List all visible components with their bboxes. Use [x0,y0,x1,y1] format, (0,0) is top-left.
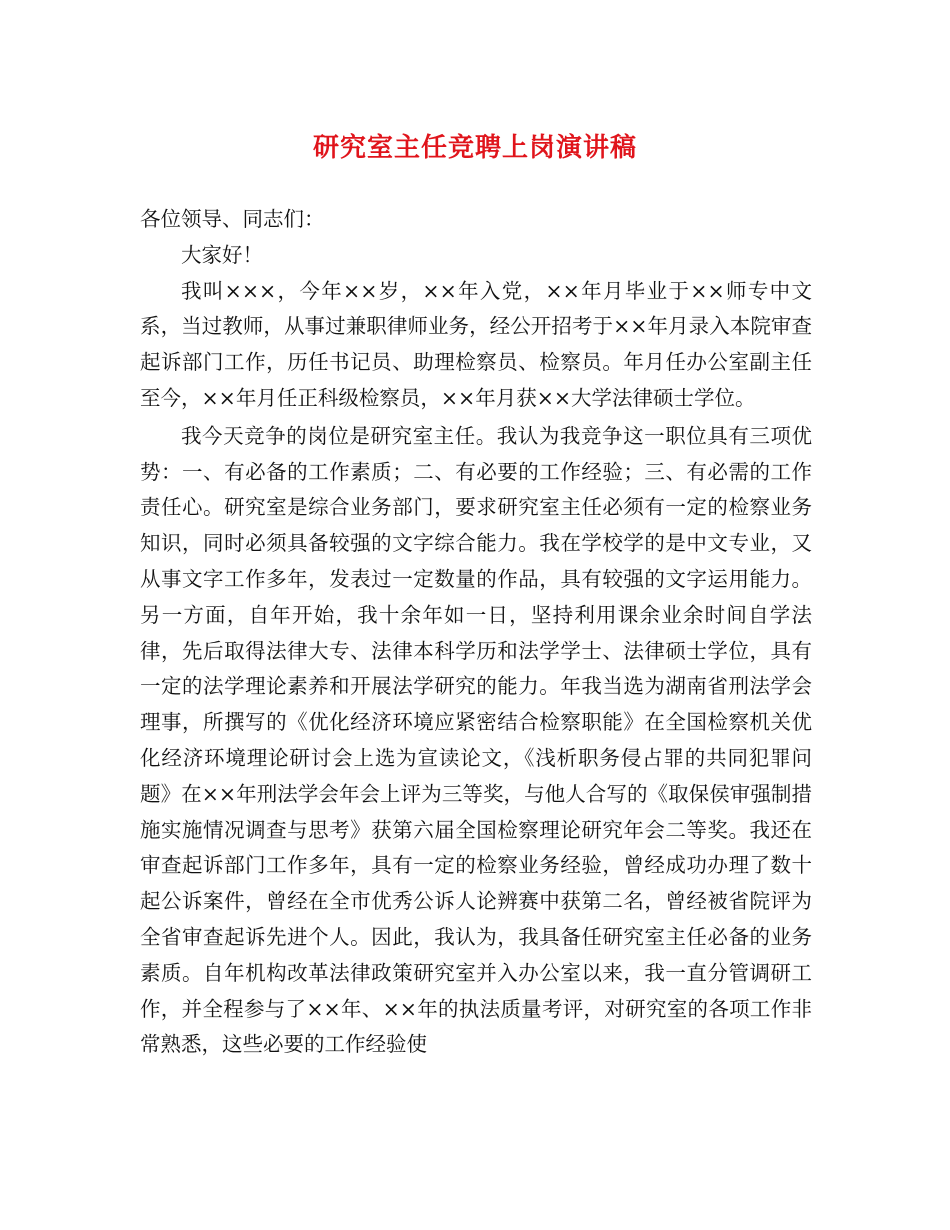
document-body [140,202,812,1063]
paragraph-introduction: 我叫×××，今年××岁，××年入党，××年月毕业于××师专中文系，当过教师，从事过兼职律师业务，经公开招考于××年月录入本院审查起诉部门工作，历任书记员、助理检察员、检察员。年月任办公室副主任至今，××年月任正科级检察员，××年月获××大学法律硕士学位。 [140,278,812,410]
paragraph-qualifications: 我今天竞争的岗位是研究室主任。我认为我竞争这一职位具有三项优势：一、有必备的工作素质；二、有必要的工作经验；三、有必需的工作责任心。研究室是综合业务部门，要求研究室主任必须有一定的检察业务知识，同时必须具备较强的文字综合能力。我在学校学的是中文专业，又从事文字工作多年，发表过一定数量的作品，具有较强的文字运用能力。另一方面，自年开始，我十余年如一日，坚持利用课余业余时间自学法律，先后取得法律大专、法律本科学历和法学学士、法律硕士学位，具有一定的法学理论素养和开展法学研究的能力。年我当选为湖南省刑法学会理事，所撰写的《优化经济环境应紧密结合检察职能》在全国检察机关优化经济环境理论研讨会上选为宣读论文，《浅析职务侵占罪的共同犯罪问题》在××年刑法学会年会上评为三等奖，与他人合写的《取保侯审强制措施实施情况调查与思考》获第六届全国检察理论研究年会二等奖。我还在审查起诉部门工作多年，具有一定的检察业务经验，曾经成功办理了数十起公诉案件，曾经在全市优秀公诉人论辨赛中获第二名，曾经被省院评为全省审查起诉先进个人。因此，我认为，我具备任研究室主任必备的业务素质。自年机构改革法律政策研究室并入办公室以来，我一直分管调研工作，并全程参与了××年、××年的执法质量考评，对研究室的各项工作非常熟悉，这些必要的工作经验使 [140,423,812,1057]
greeting: 大家好！ [181,242,263,267]
document-title: 研究室主任竞聘上岗演讲稿 [312,133,637,163]
salutation: 各位领导、同志们： [140,207,325,231]
